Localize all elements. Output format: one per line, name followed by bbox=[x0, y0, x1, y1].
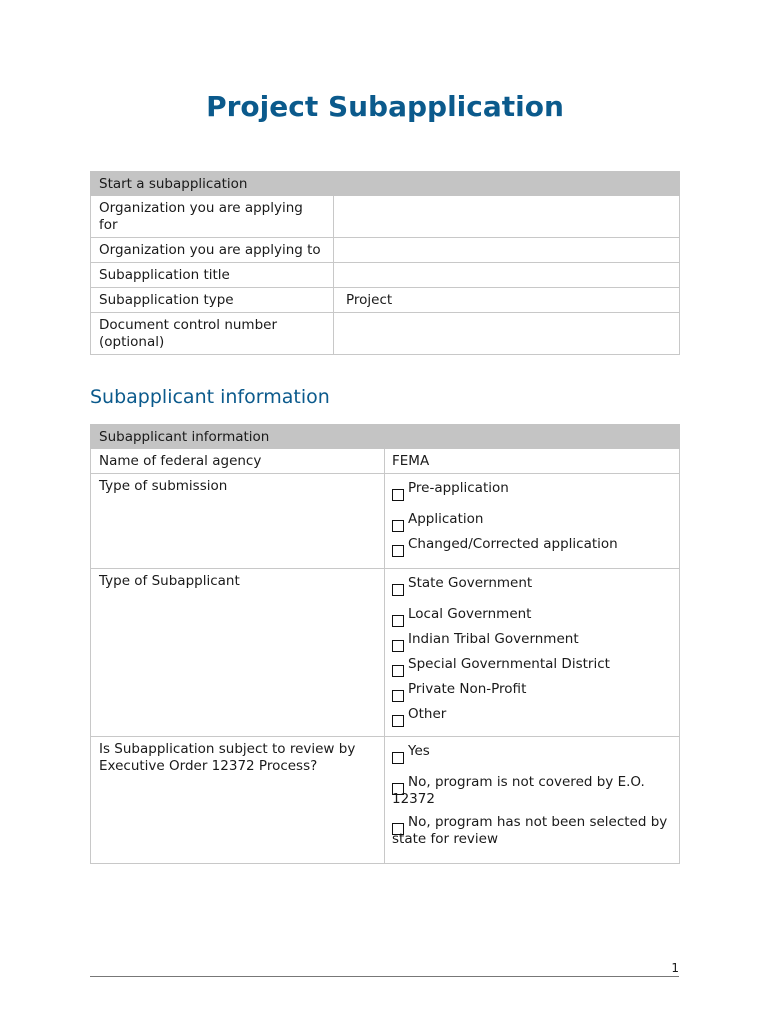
subapplicant-table-header: Subapplicant information bbox=[91, 425, 680, 449]
table-row bbox=[91, 449, 680, 474]
checkbox-icon[interactable] bbox=[392, 520, 404, 532]
field-label: Name of federal agency bbox=[91, 449, 385, 474]
checkbox-option[interactable] bbox=[392, 606, 671, 631]
option-label: Changed/Corrected application bbox=[408, 536, 618, 552]
option-label: No, program has not been selected by state for review bbox=[392, 814, 668, 847]
checkbox-option[interactable] bbox=[392, 681, 671, 706]
option-label: Other bbox=[408, 706, 447, 722]
checkbox-icon[interactable] bbox=[392, 489, 404, 501]
page-number: 1 bbox=[671, 961, 679, 975]
option-label: Yes bbox=[408, 743, 430, 759]
checkbox-option[interactable] bbox=[392, 774, 671, 814]
field-label: Organization you are applying for bbox=[91, 196, 334, 238]
option-label: Special Governmental District bbox=[408, 656, 610, 672]
checkbox-option[interactable] bbox=[392, 511, 671, 536]
checkbox-icon[interactable] bbox=[392, 823, 404, 835]
checkbox-icon[interactable] bbox=[392, 640, 404, 652]
table-row bbox=[91, 313, 680, 355]
checkbox-icon[interactable] bbox=[392, 584, 404, 596]
table-row bbox=[91, 196, 680, 238]
field-label: Is Subapplication subject to review by Executive Order 12372 Process? bbox=[91, 737, 385, 864]
subapplicant-information-table bbox=[90, 424, 680, 864]
organization-to-field[interactable] bbox=[334, 238, 680, 263]
start-subapplication-table bbox=[90, 171, 680, 355]
checkbox-icon[interactable] bbox=[392, 783, 404, 795]
table-row bbox=[91, 238, 680, 263]
checkbox-icon[interactable] bbox=[392, 752, 404, 764]
start-table-header: Start a subapplication bbox=[91, 172, 680, 196]
checkbox-icon[interactable] bbox=[392, 715, 404, 727]
table-row bbox=[91, 737, 680, 864]
checkbox-option[interactable] bbox=[392, 631, 671, 656]
table-row bbox=[91, 569, 680, 737]
checkbox-icon[interactable] bbox=[392, 690, 404, 702]
organization-for-field[interactable] bbox=[334, 196, 680, 238]
option-label: Private Non-Profit bbox=[408, 681, 527, 697]
option-label: No, program is not covered by E.O. 12372 bbox=[392, 774, 645, 807]
submission-type-options bbox=[385, 474, 680, 569]
subapplication-type-field[interactable]: Project bbox=[334, 288, 680, 313]
checkbox-icon[interactable] bbox=[392, 615, 404, 627]
table-row bbox=[91, 474, 680, 569]
checkbox-option[interactable] bbox=[392, 743, 671, 774]
field-label: Subapplication type bbox=[91, 288, 334, 313]
option-label: Local Government bbox=[408, 606, 532, 622]
checkbox-icon[interactable] bbox=[392, 545, 404, 557]
field-label: Subapplication title bbox=[91, 263, 334, 288]
option-label: Application bbox=[408, 511, 484, 527]
checkbox-option[interactable] bbox=[392, 536, 671, 561]
eo-review-options bbox=[385, 737, 680, 864]
document-control-number-field[interactable] bbox=[334, 313, 680, 355]
table-row bbox=[91, 288, 680, 313]
field-label: Document control number (optional) bbox=[91, 313, 334, 355]
table-header-row bbox=[91, 172, 680, 196]
subapplicant-type-options bbox=[385, 569, 680, 737]
option-label: State Government bbox=[408, 575, 533, 591]
subapplication-title-field[interactable] bbox=[334, 263, 680, 288]
checkbox-option[interactable] bbox=[392, 480, 671, 511]
field-label: Type of submission bbox=[91, 474, 385, 569]
footer-divider bbox=[90, 976, 679, 977]
table-row bbox=[91, 263, 680, 288]
option-label: Pre-application bbox=[408, 480, 509, 496]
federal-agency-field[interactable]: FEMA bbox=[385, 449, 680, 474]
section-heading: Subapplicant information bbox=[90, 386, 330, 408]
option-label: Indian Tribal Government bbox=[408, 631, 579, 647]
checkbox-option[interactable] bbox=[392, 575, 671, 606]
checkbox-option[interactable] bbox=[392, 706, 671, 731]
checkbox-option[interactable] bbox=[392, 814, 671, 854]
checkbox-icon[interactable] bbox=[392, 665, 404, 677]
field-label: Type of Subapplicant bbox=[91, 569, 385, 737]
checkbox-option[interactable] bbox=[392, 656, 671, 681]
page-title: Project Subapplication bbox=[206, 90, 564, 123]
field-label: Organization you are applying to bbox=[91, 238, 334, 263]
table-header-row bbox=[91, 425, 680, 449]
